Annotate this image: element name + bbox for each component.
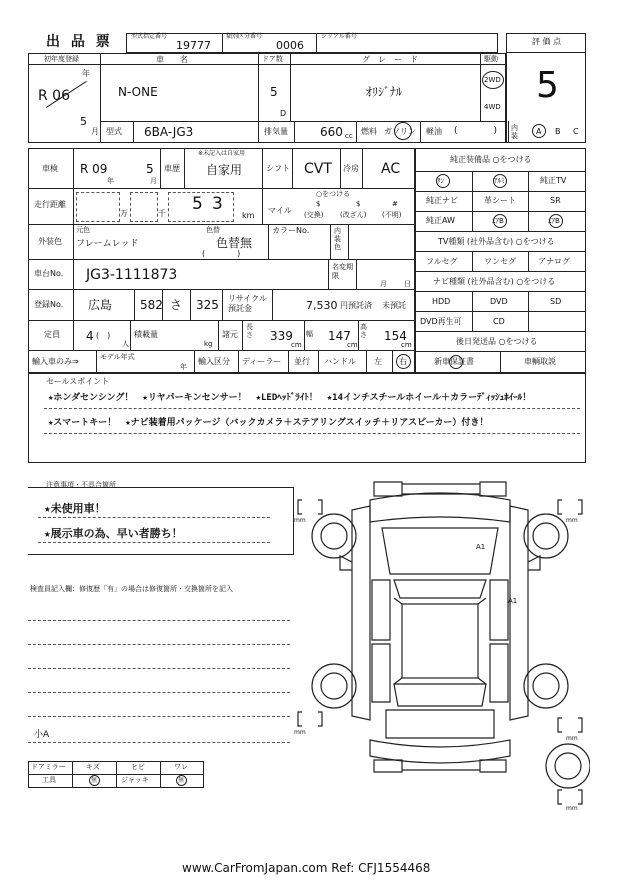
- legend-hibi: ヒビ: [131, 763, 145, 771]
- ruibetsu-label: 類別区分番号: [226, 33, 263, 40]
- recycle-label: リサイクル預託金: [228, 294, 267, 313]
- mileage-box-1: [76, 192, 120, 222]
- orig-color-label: 元色: [76, 226, 90, 234]
- load-kg: kg: [204, 340, 213, 348]
- grade-value: ｵﾘｼﾞﾅﾙ: [366, 85, 403, 99]
- equip-title: 純正装備品 ○をつける: [450, 155, 532, 164]
- nav-dvd: DVD: [490, 297, 508, 306]
- ac-label: 冷房: [343, 164, 359, 173]
- equip-navi: 純正ナビ: [426, 196, 458, 205]
- car-damage-diagram: [290, 470, 590, 810]
- import-label: 輸入車のみ⇒: [32, 357, 79, 366]
- kata-value: 19777: [176, 39, 211, 52]
- first-reg-year: R 06: [38, 88, 70, 104]
- mm-label-5: mm: [566, 805, 578, 812]
- color-label: 外装色: [38, 237, 62, 246]
- inspector-label: 検査員記入欄：修復歴「有」の場合は修復箇所・交換箇所を記入: [30, 585, 233, 593]
- mm-label-2: mm: [566, 517, 578, 524]
- legend-tools: 工具: [42, 776, 56, 784]
- model-value: 6BA-JG3: [144, 125, 194, 139]
- purpose-note: ※未記入は自家用: [198, 150, 246, 157]
- disp-value: 660: [320, 125, 343, 139]
- name-change-label: 名変期限: [332, 263, 353, 280]
- mileage-sen: 千: [158, 209, 166, 218]
- mileage-box-2: [130, 192, 158, 222]
- equip-alumi: ｱﾙﾐ: [494, 177, 505, 185]
- equip-tv: 純正TV: [540, 176, 567, 185]
- cap-unit: 人: [122, 340, 129, 348]
- color-value: 色替無: [216, 236, 253, 250]
- mileage-unknown-sym: #: [392, 200, 398, 208]
- first-reg-month: 5: [80, 115, 87, 128]
- mileage-man: 万: [120, 209, 128, 218]
- chassis-label: 車台No.: [34, 269, 64, 278]
- wid-label: 幅: [306, 330, 313, 338]
- handle-label: ハンドル: [324, 357, 356, 366]
- mileage-exch: (交換): [304, 211, 324, 219]
- tv-oneseg: ワンセグ: [484, 257, 516, 266]
- hgt-value: 154: [384, 329, 407, 343]
- sales-label: セールスポイント: [46, 377, 110, 386]
- later-manual: 車輌取説: [524, 357, 556, 366]
- hgt-label: 高さ: [360, 323, 367, 339]
- equip-airbag-1: ｴｱB: [492, 217, 504, 225]
- serial-label: シリアル番号: [321, 33, 357, 40]
- cap-label: 定員: [44, 330, 60, 339]
- disp-unit: cc: [345, 132, 353, 140]
- color-change-label: 色替: [206, 226, 220, 234]
- year-unit: 年: [82, 69, 90, 78]
- wid-value: 147: [328, 329, 351, 343]
- ac-value: AC: [381, 161, 401, 177]
- car-name-label: 車 名: [156, 55, 188, 64]
- mileage-mile: マイル: [268, 206, 292, 215]
- cap-value: 4: [86, 329, 94, 343]
- interior-b: B: [555, 127, 561, 136]
- handle-right: 右: [399, 357, 407, 366]
- tv-title: TV種類 (社外品含む) ○をつける: [438, 237, 555, 246]
- nav-hdd: HDD: [432, 297, 451, 306]
- orig-color: フレームレッド: [76, 239, 139, 249]
- shift-label: シフト: [266, 164, 290, 173]
- first-reg-label: 初年度登録: [44, 55, 79, 63]
- drive-2wd: 2WD: [484, 76, 501, 84]
- interior-label: 内装: [511, 124, 518, 140]
- legend-mirror: ドアミラー: [31, 763, 66, 771]
- damage-mark-2: A1: [508, 597, 518, 605]
- score-value: 5: [536, 65, 559, 106]
- nav-dvd-play: DVD再生可: [420, 317, 462, 326]
- equip-leather: 革シート: [484, 196, 516, 205]
- mm-label-4: mm: [566, 735, 578, 742]
- mileage-unknown: (不明): [382, 211, 402, 219]
- purpose-value: 自家用: [206, 163, 243, 177]
- mileage-circle-note: ○をつける: [316, 190, 351, 198]
- mileage-digit-1: 5: [192, 194, 203, 214]
- len-value: 339: [270, 329, 293, 343]
- legend-jack-mark: 無: [178, 777, 185, 784]
- recycle-value: 7,530: [306, 299, 338, 312]
- color-code-label: カラーNo.: [272, 226, 310, 235]
- mileage-digit-2: 3: [212, 194, 223, 214]
- fuel-label: 燃料: [361, 127, 377, 136]
- import-parallel: 並行: [294, 357, 310, 366]
- drive-label: 駆動: [484, 55, 498, 63]
- legend-ware: ワレ: [174, 763, 188, 771]
- mileage-label: 走行距離: [34, 200, 66, 209]
- grade-label: グ レ ー ド: [362, 55, 418, 64]
- mileage-km: km: [242, 211, 255, 220]
- nav-title: ナビ種類 (社外品含む) ○をつける: [433, 277, 556, 286]
- mileage-tamper-sym: $: [356, 200, 361, 208]
- later-warranty: 新車保証書: [434, 357, 474, 366]
- legend-jack: ジャッキ: [121, 776, 149, 784]
- interior-color-label: 内装色: [334, 227, 341, 251]
- plate-class: 582: [140, 298, 163, 312]
- cap-paren: ( ): [96, 331, 111, 340]
- mm-label-1: mm: [294, 517, 306, 524]
- kata-label: 型式指定番号: [131, 33, 168, 40]
- doors-label: ドア数: [262, 55, 283, 63]
- nav-sd: SD: [550, 297, 562, 306]
- notes-line-1: ★未使用車！: [44, 502, 106, 515]
- disp-label: 排気量: [264, 127, 288, 136]
- plate-kana: さ: [170, 298, 183, 312]
- shaken-label: 車検: [42, 164, 58, 173]
- shaken-month: 5: [146, 162, 154, 176]
- name-change-month: 月: [380, 280, 387, 288]
- plate-num: 325: [196, 298, 219, 312]
- doors-sub: D: [280, 109, 287, 118]
- page-title: 出 品 票: [46, 34, 113, 50]
- wid-cm: cm: [347, 341, 358, 349]
- equip-airbag-2: ｴｱB: [548, 217, 560, 225]
- nav-cd: CD: [493, 317, 505, 326]
- fuel-gas: ガソリン: [384, 127, 416, 136]
- shaken-month-unit: 月: [150, 177, 157, 185]
- legend-kizu: キズ: [86, 763, 100, 771]
- footer-reference: www.CarFromJapan.com Ref: CFJ1554468: [182, 861, 431, 875]
- recycle-unpaid: 未預託: [382, 301, 406, 310]
- handle-left: 左: [374, 357, 382, 366]
- model-year-unit: 年: [180, 363, 187, 371]
- mm-label-3: mm: [294, 729, 306, 736]
- car-name-value: N-ONE: [118, 85, 158, 99]
- interior-c: C: [573, 127, 579, 136]
- tv-fullseg: フルセグ: [426, 257, 458, 266]
- name-change-day: 日: [404, 280, 411, 288]
- tv-analog: アナログ: [538, 257, 570, 266]
- color-paren: ( ): [202, 249, 241, 258]
- import-class-label: 輸入区分: [198, 357, 230, 366]
- legend-tools-mark: 無: [91, 777, 98, 784]
- notes-label: 注意事項・不具合箇所: [46, 481, 116, 489]
- plate-label: 登録No.: [34, 300, 64, 309]
- interior-a: A: [536, 127, 542, 136]
- shaken-year-unit: 年: [107, 177, 114, 185]
- chassis-value: JG3-1111873: [86, 267, 178, 283]
- notes-line-2: ★展示車の為、早い者勝ち！: [44, 527, 183, 540]
- inspector-note: 小A: [34, 730, 50, 740]
- plate-area: 広島: [88, 298, 113, 312]
- load-label: 積載量: [134, 330, 158, 339]
- dim-label: 諸元: [222, 330, 238, 339]
- month-unit: 月: [91, 127, 99, 136]
- recycle-unit: 円預託済: [340, 301, 372, 310]
- later-title: 後日発送品 ○をつける: [456, 337, 538, 346]
- purpose-label: 車歴: [164, 164, 180, 173]
- len-label: 長さ: [246, 323, 253, 339]
- equip-sr: SR: [550, 196, 561, 205]
- mileage-tamper: (改ざん): [340, 211, 367, 219]
- doors-value: 5: [270, 85, 278, 99]
- shaken-year: R 09: [80, 162, 108, 176]
- len-cm: cm: [291, 341, 302, 349]
- model-year-label: モデル年式: [100, 353, 135, 361]
- fuel-diesel: 軽油: [426, 127, 442, 136]
- model-label: 型式: [106, 127, 122, 136]
- mileage-exch-sym: $: [316, 200, 321, 208]
- notes-box: [28, 487, 294, 555]
- shift-value: CVT: [304, 161, 332, 177]
- damage-mark-1: A1: [476, 543, 486, 551]
- score-label: 評 価 点: [532, 37, 562, 46]
- fuel-paren: ( ): [454, 126, 498, 136]
- drive-4wd: 4WD: [484, 103, 501, 111]
- sales-line-1: ★ホンダセンシング！ ★リヤパーキンセンサー！ ★LEDﾍｯﾄﾞﾗｲﾄ！ ★14インチスチールホイール＋カラーﾃﾞｨｯｼｭﾎｲｰﾙ！: [48, 393, 532, 403]
- import-dealer: ディーラー: [242, 357, 282, 366]
- equip-aw: 純正AW: [426, 216, 455, 225]
- equip-sunroof: ｻﾝ: [437, 177, 444, 185]
- ruibetsu-value: 0006: [276, 39, 304, 52]
- sales-line-2: ★スマートキー！ ★ナビ装着用パッケージ（バックカメラ＋ステアリングスイッチ＋リアスピーカー）付き！: [48, 418, 489, 428]
- hgt-cm: cm: [401, 341, 412, 349]
